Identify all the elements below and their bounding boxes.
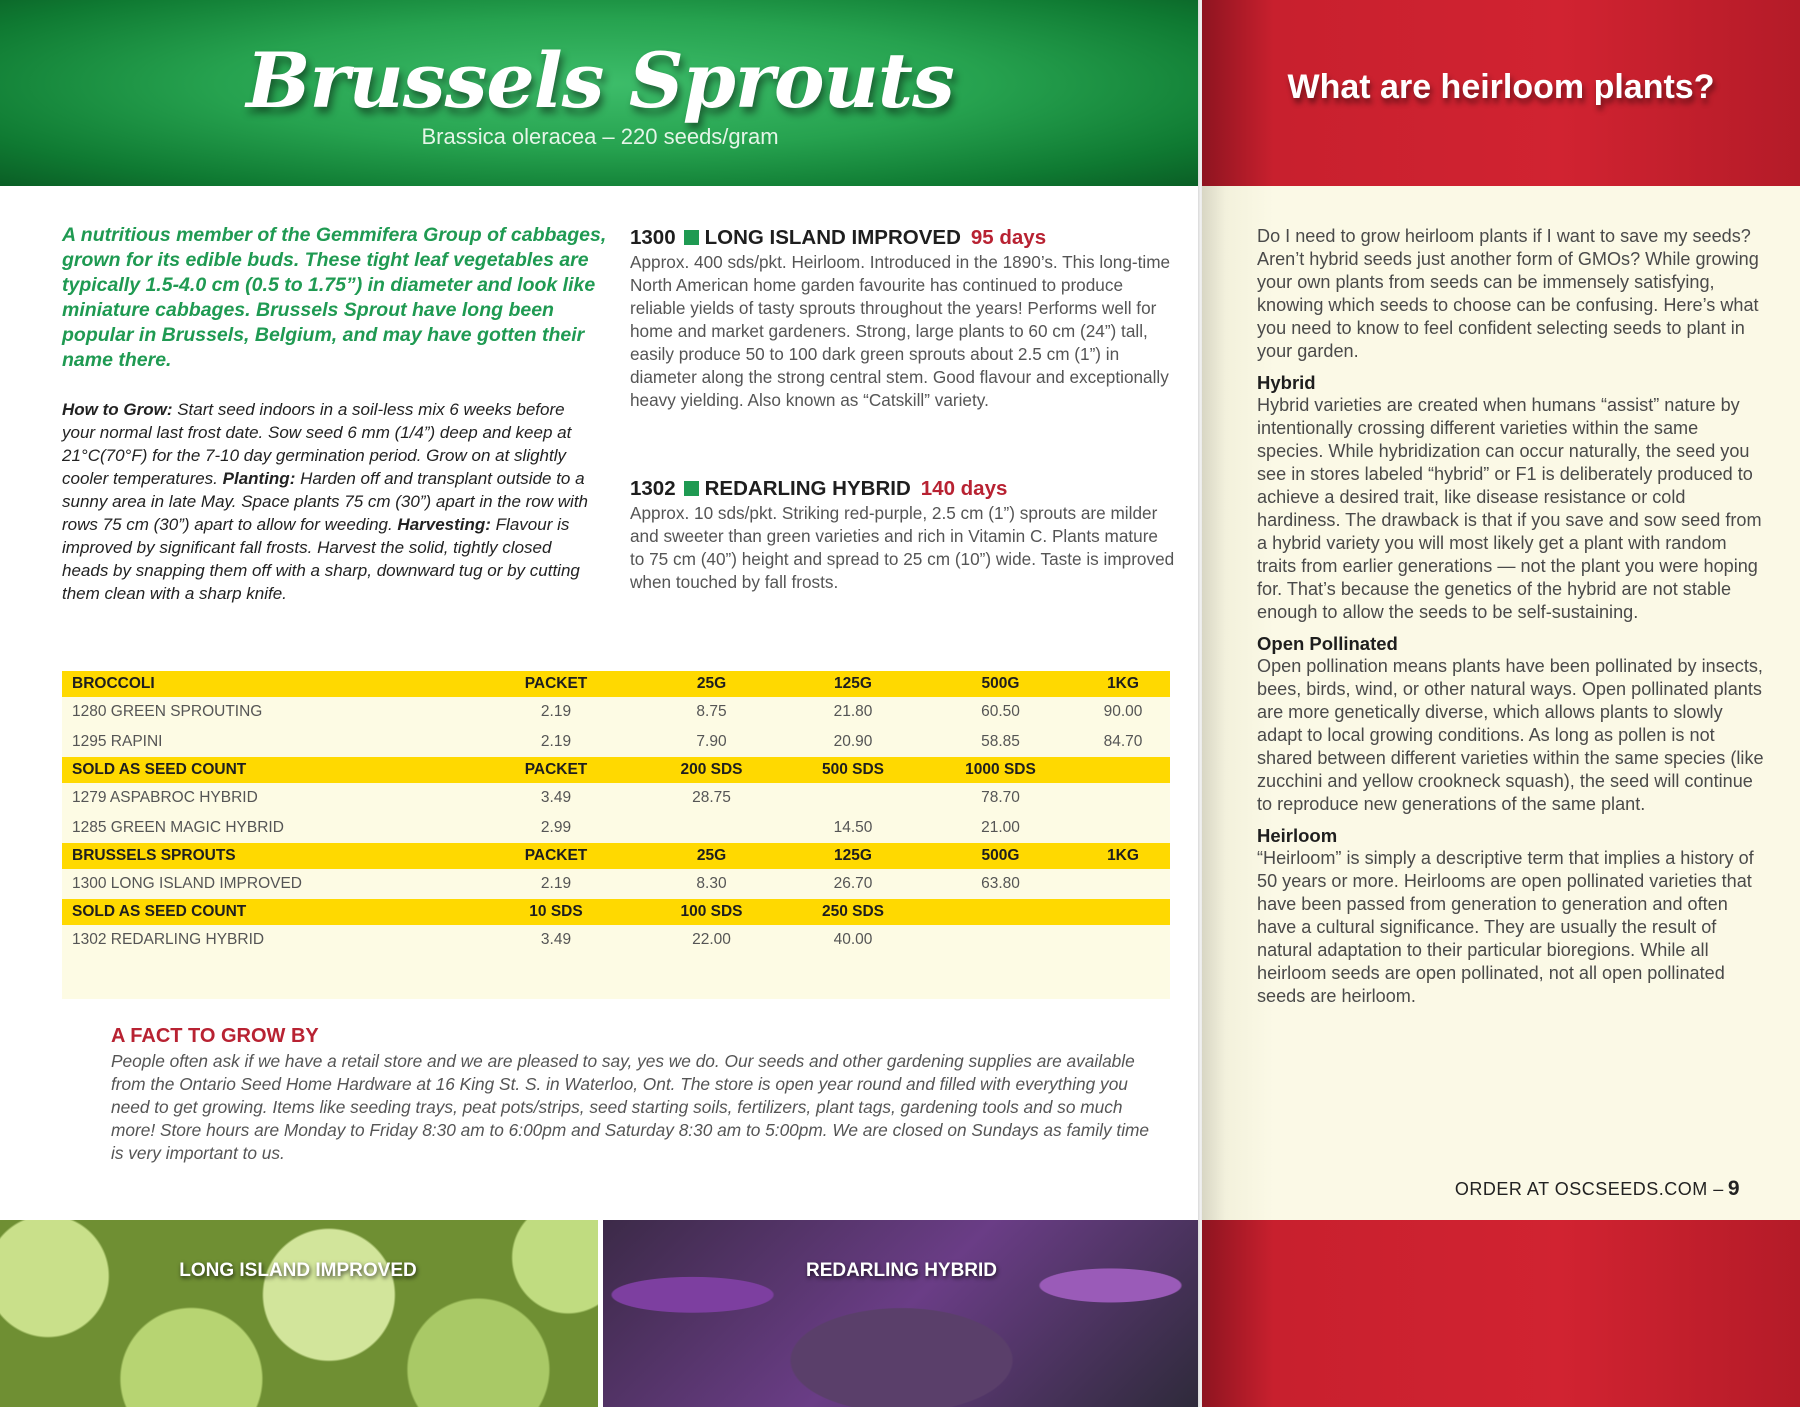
fact-title: A FACT TO GROW BY — [111, 1025, 319, 1047]
how-to-grow-paragraph — [62, 398, 592, 605]
variety-days: 140 days — [920, 477, 1008, 500]
table-cell-price: 84.70 — [1103, 733, 1143, 750]
table-row — [62, 697, 1170, 727]
table-cell-price: 28.75 — [692, 789, 731, 806]
table-cell-price: PACKET — [524, 675, 588, 692]
table-row — [62, 813, 1170, 843]
photo-label: LONG ISLAND IMPROVED — [179, 1260, 417, 1281]
section-body-hybrid: Hybrid varieties are created when humans “assist” nature by intentionally crossing different varieties within the same species. While hybridization can occur naturally, the seed you see in stores labeled “hybrid” or F1 is deliberately produced to achieve a desired trait, like disease resistance or cold hardiness. The drawback is that if you save and sow seed from a hybrid variety you will most likely get a plant with random traits from earlier generations — not the plant you were hoping for. That’s because the genetics of the hybrid are not stable enough to allow the seeds to be self-sustaining. — [1257, 395, 1762, 622]
table-cell-price: 7.90 — [696, 733, 727, 750]
photo-long-island-improved — [0, 1220, 598, 1407]
table-cell-price: 100 SDS — [680, 903, 743, 920]
section-heading-hybrid: Hybrid — [1257, 372, 1316, 393]
table-cell-price: 1000 SDS — [965, 761, 1036, 778]
table-cell-item: 1280 GREEN SPROUTING — [72, 703, 263, 720]
section-body-open-pollinated: Open pollination means plants have been pollinated by insects, bees, birds, wind, or other natural ways. Open pollinated plants are more genetically diverse, which allows plants to slowly adapt to local growing conditions. As long as pollen is not shared between different varieties within the same species (like zucchini and yellow crookneck squash), the seed will continue to reproduce new generations of the same plant. — [1257, 656, 1764, 814]
table-cell-price: 2.19 — [540, 733, 572, 750]
table-cell-price: 21.80 — [833, 703, 873, 720]
table-cell-item: BRUSSELS SPROUTS — [72, 847, 236, 864]
table-cell-price: 500 SDS — [821, 761, 885, 778]
table-header-row — [62, 757, 1170, 783]
table-cell-price: 90.00 — [1103, 703, 1143, 720]
table-cell-item: SOLD AS SEED COUNT — [72, 761, 247, 778]
table-cell-price: 3.49 — [540, 789, 572, 806]
table-cell-price: PACKET — [524, 847, 588, 864]
table-cell-price: 500G — [981, 675, 1020, 692]
red-footer-band — [1202, 1220, 1800, 1407]
variety-description: Approx. 400 sds/pkt. Heirloom. Introduced in the 1890’s. This long-time North American home garden favourite has continued to produce reliable yields of tasty sprouts throughout the years! Performs well for home and market gardeners. Strong, large plants to 60 cm (24”) tall, easily produce 50 to 100 dark green sprouts about 2.5 cm (1”) in diameter along the strong central stem. Good flavour and exceptionally heavy yielding. Also known as “Catskill” variety. — [630, 252, 1171, 410]
page-subtitle: Brassica oleracea – 220 seeds/gram — [421, 124, 779, 149]
order-footer — [1455, 1177, 1740, 1201]
table-cell-price: 2.99 — [540, 819, 572, 836]
planting-text: Harden off and transplant outside to a sunny area in late May. Space plants 75 cm (30”) apart in the row with rows 75 cm (30”) apart to allow for weeding. — [62, 469, 588, 534]
photo-label: REDARLING HYBRID — [805, 1260, 998, 1281]
photo-redarling-hybrid — [603, 1220, 1200, 1407]
table-cell-price: 21.00 — [981, 819, 1020, 836]
table-cell-price: 26.70 — [833, 875, 873, 892]
variety-number: 1302 — [630, 477, 676, 500]
table-cell-price: 200 SDS — [680, 761, 743, 778]
green-square-icon — [684, 481, 699, 496]
fact-body: People often ask if we have a retail store and we are pleased to say, yes we do. Our seeds and other gardening supplies are available from the Ontario Seed Home Hardware at 16 King St. S. in Waterloo, Ont. The store is open year round and filled with everything you need to get growing. Items like seeding trays, peat pots/strips, seed starting soils, fertilizers, plant tags, gardening tools and so much more! Store hours are Monday to Friday 8:30 am to 6:00pm and Saturday 8:30 am to 5:00pm. We are closed on Sundays as family time is very important to us. — [111, 1051, 1150, 1163]
table-cell-item: 1279 ASPABROC HYBRID — [72, 789, 258, 806]
section-heading-open-pollinated: Open Pollinated — [1257, 633, 1398, 654]
table-row — [62, 869, 1170, 899]
right-page — [1202, 0, 1800, 1407]
harvest-label: Harvesting: — [397, 515, 491, 534]
table-header-row — [62, 899, 1170, 925]
table-cell-price: 22.00 — [692, 931, 731, 948]
page-number: 9 — [1727, 1177, 1740, 1200]
sidebar-intro: Do I need to grow heirloom plants if I want to save my seeds? Aren’t hybrid seeds just another form of GMOs? While growing your own plants from seeds can be immensely satisfying, knowing which seeds to choose can be confusing. Here’s what you need to know to feel confident selecting seeds to plant in your garden. — [1257, 226, 1759, 361]
page-title: Brussels Sprouts — [246, 36, 954, 125]
table-cell-price: 2.19 — [540, 875, 572, 892]
variety-heading — [630, 476, 1175, 502]
variety-number: 1300 — [630, 226, 676, 249]
table-header-row — [62, 671, 1170, 697]
section-body-heirloom: “Heirloom” is simply a descriptive term that implies a history of 50 years or more. Heirlooms are open pollinated varieties that have been passed from generation to generation and often have a cultural significance. They are usually the result of natural adaptation to their particular bioregions. While all heirloom seeds are open pollinated, not all open pollinated seeds are heirloom. — [1257, 848, 1754, 1006]
grow-label: How to Grow: — [62, 400, 173, 419]
table-cell-price: 125G — [834, 847, 872, 864]
table-cell-price: 2.19 — [540, 703, 572, 720]
table-cell-price: 20.90 — [833, 733, 873, 750]
planting-label: Planting: — [222, 469, 296, 488]
table-cell-price: 63.80 — [981, 875, 1020, 892]
variety-1300 — [630, 225, 1175, 412]
red-header-banner — [1202, 0, 1800, 186]
table-cell-price: 60.50 — [981, 703, 1020, 720]
table-cell-item: BROCCOLI — [72, 675, 155, 692]
table-cell-price: 10 SDS — [529, 903, 583, 920]
order-text: ORDER AT OSCSEEDS.COM – — [1454, 1179, 1724, 1199]
table-row — [62, 783, 1170, 813]
table-cell-price: PACKET — [524, 761, 588, 778]
variety-name: REDARLING HYBRID — [704, 477, 911, 500]
harvest-text: Flavour is improved by significant fall frosts. Harvest the solid, tightly closed heads by snapping them off with a sharp, downward tug or by cutting them clean with a sharp knife. — [62, 515, 580, 603]
table-cell-price: 25G — [696, 847, 727, 864]
table-cell-item: 1285 GREEN MAGIC HYBRID — [72, 819, 284, 836]
table-row — [62, 925, 1170, 955]
sidebar-title: What are heirloom plants? — [1287, 68, 1715, 106]
table-cell-price: 250 SDS — [821, 903, 885, 920]
table-row — [62, 727, 1170, 757]
table-header-row — [62, 843, 1170, 869]
table-cell-item: SOLD AS SEED COUNT — [72, 903, 247, 920]
table-cell-price: 8.75 — [696, 703, 727, 720]
sidebar-text — [1257, 225, 1767, 1016]
variety-name: LONG ISLAND IMPROVED — [704, 226, 961, 249]
table-cell-price: 25G — [696, 675, 727, 692]
section-heading-heirloom: Heirloom — [1257, 825, 1338, 846]
table-cell-price: 78.70 — [981, 789, 1020, 806]
intro-paragraph: A nutritious member of the Gemmifera Group of cabbages, grown for its edible buds. These tight leaf vegetables are typically 1.5-4.0 cm (0.5 to 1.75”) in diameter and look like miniature cabbages. Brussels Sprout have long been popular in Brussels, Belgium, and may have gotten their name there. — [62, 224, 607, 371]
price-table — [62, 671, 1170, 999]
table-cell-price: 1KG — [1107, 675, 1139, 692]
table-cell-price: 8.30 — [696, 875, 727, 892]
table-cell-price: 1KG — [1107, 847, 1139, 864]
table-cell-price: 500G — [981, 847, 1020, 864]
variety-days: 95 days — [970, 226, 1047, 249]
green-square-icon — [684, 230, 699, 245]
grow-text: Start seed indoors in a soil-less mix 6 weeks before your normal last frost date. Sow seed 6 mm (1/4”) deep and keep at 21°C(70°F) for the 7-10 day germination period. Grow on at slightly cooler temperatures. — [62, 400, 572, 488]
green-header-banner — [0, 0, 1200, 186]
table-cell-price: 125G — [834, 675, 872, 692]
table-cell-price: 14.50 — [833, 819, 873, 836]
table-cell-price: 58.85 — [981, 733, 1020, 750]
variety-1302 — [630, 476, 1175, 594]
table-cell-price: 3.49 — [540, 931, 572, 948]
variety-description: Approx. 10 sds/pkt. Striking red-purple, 2.5 cm (1”) sprouts are milder and sweeter than green varieties and rich in Vitamin C. Plants mature to 75 cm (40”) height and spread to 25 cm (10”) wide. Taste is improved when touched by fall frosts. — [630, 503, 1175, 592]
table-cell-item: 1295 RAPINI — [72, 733, 163, 750]
table-cell-item: 1302 REDARLING HYBRID — [72, 931, 265, 948]
table-cell-price: 40.00 — [833, 931, 873, 948]
variety-heading — [630, 225, 1175, 251]
table-cell-item: 1300 LONG ISLAND IMPROVED — [72, 875, 302, 892]
